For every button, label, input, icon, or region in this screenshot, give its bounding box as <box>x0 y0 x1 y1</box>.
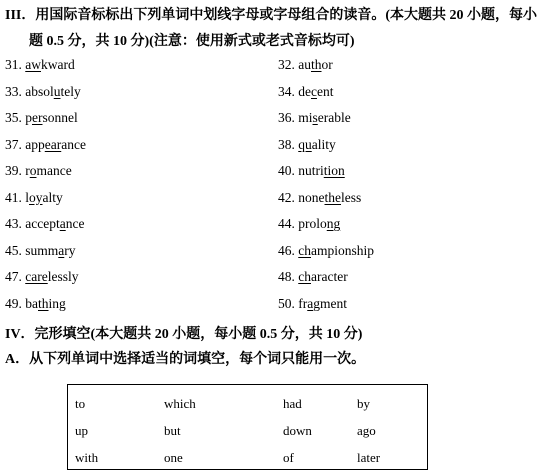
question-item <box>278 137 336 153</box>
word-part: ality <box>311 136 336 152</box>
question-number: 37. <box>5 136 22 152</box>
word-part: ance <box>61 136 86 152</box>
question-item <box>5 243 76 259</box>
question-number: 46. <box>278 242 295 258</box>
underlined-letters: oy <box>29 189 43 205</box>
underlined-letters: care <box>25 269 48 284</box>
question-number: 49. <box>5 295 22 311</box>
underlined-letters: a <box>59 216 66 231</box>
underlined-letters: qu <box>298 136 312 152</box>
question-item <box>278 163 345 179</box>
underlined-letters: er <box>32 110 43 125</box>
question-item <box>278 84 334 100</box>
question-number: 48. <box>278 269 295 284</box>
section-4-title: IV．完形填空(本大题共 20 小题，每小题 0.5 分，共 10 分) <box>5 327 363 342</box>
question-item <box>5 216 84 232</box>
question-number: 44. <box>278 216 295 231</box>
word-bank-word: up <box>75 423 88 438</box>
word-bank-word: one <box>164 450 183 465</box>
question-item <box>5 190 63 206</box>
question-item <box>5 110 78 126</box>
question-number: 34. <box>278 83 295 99</box>
underlined-letters: c <box>311 83 317 99</box>
word-part: none <box>298 189 325 205</box>
word-bank-word: ago <box>357 423 376 438</box>
question-item <box>5 163 72 179</box>
question-number: 32. <box>278 57 295 72</box>
word-part: mi <box>298 110 313 125</box>
question-number: 36. <box>278 110 295 125</box>
word-part: au <box>298 57 311 72</box>
word-part: erable <box>317 110 351 125</box>
question-number: 45. <box>5 242 22 258</box>
word-part: l <box>25 189 30 205</box>
word-part: sonnel <box>42 110 78 125</box>
question-item <box>278 243 374 259</box>
word-part: ing <box>48 295 66 311</box>
word-part: less <box>341 189 362 205</box>
underlined-letters: aw <box>25 57 41 72</box>
word-part: de <box>298 83 311 99</box>
question-item <box>278 296 347 312</box>
word-bank-word: but <box>164 423 181 438</box>
word-part: or <box>321 57 333 72</box>
question-item <box>278 190 361 206</box>
word-bank-word: which <box>164 396 196 411</box>
question-item <box>5 296 66 312</box>
word-part: gment <box>313 295 347 311</box>
word-bank-word: had <box>283 396 302 411</box>
underlined-letters: ch <box>298 269 311 284</box>
section-3-title-line1: III．用国际音标标出下列单词中划线字母或字母组合的读音。(本大题共 20 小题，每小 <box>5 8 538 23</box>
underlined-letters: th <box>311 57 322 72</box>
underlined-letters: o <box>29 163 37 178</box>
section-3-title-line2: 题 0.5 分，共 10 分)(注意：使用新式或老式音标均可) <box>29 34 355 49</box>
question-item <box>5 57 75 73</box>
word-bank-word: of <box>283 450 294 465</box>
word-part: aracter <box>311 269 348 284</box>
word-bank-word: down <box>283 423 312 438</box>
underlined-letters: u <box>53 83 61 99</box>
word-part: prolo <box>298 216 327 231</box>
underlined-letters: ear <box>44 136 62 152</box>
word-part: ampionship <box>311 242 374 258</box>
word-bank-word: by <box>357 396 370 411</box>
question-number: 31. <box>5 57 22 72</box>
word-part: mance <box>36 163 72 178</box>
question-item <box>5 269 79 285</box>
question-number: 41. <box>5 189 22 205</box>
word-part: absol <box>25 83 54 99</box>
word-bank-word: to <box>75 396 86 411</box>
word-part: ba <box>25 295 38 311</box>
word-part: lessly <box>47 269 79 284</box>
word-part: fr <box>298 295 308 311</box>
word-part: alty <box>42 189 63 205</box>
word-part: nutri <box>298 163 324 178</box>
underlined-letters: ch <box>298 242 311 258</box>
question-number: 43. <box>5 216 22 231</box>
section-4-subtitle: A．从下列单词中选择适当的词填空，每个词只能用一次。 <box>5 352 366 367</box>
word-part: ent <box>317 83 334 99</box>
question-number: 47. <box>5 269 22 284</box>
word-part: summ <box>25 242 59 258</box>
word-part: nce <box>65 216 85 231</box>
underlined-letters: th <box>38 295 49 311</box>
question-item <box>278 216 340 232</box>
question-item <box>278 269 348 285</box>
question-number: 35. <box>5 110 22 125</box>
word-part: p <box>25 110 32 125</box>
question-number: 33. <box>5 83 22 99</box>
question-item <box>5 84 81 100</box>
word-part: tely <box>60 83 81 99</box>
underlined-letters: s <box>312 110 318 125</box>
word-part: accept <box>25 216 60 231</box>
question-number: 39. <box>5 163 22 178</box>
underlined-letters: the <box>324 189 341 205</box>
question-number: 50. <box>278 295 295 311</box>
word-bank-word: later <box>357 450 381 465</box>
underlined-letters: a <box>307 295 314 311</box>
word-part: r <box>25 163 30 178</box>
question-number: 40. <box>278 163 295 178</box>
underlined-letters: ng <box>326 216 341 231</box>
word-part: kward <box>41 57 75 72</box>
word-part: app <box>25 136 45 152</box>
question-item <box>278 110 351 126</box>
question-number: 38. <box>278 136 295 152</box>
word-part: ry <box>64 242 76 258</box>
question-number: 42. <box>278 189 295 205</box>
word-bank-word: with <box>75 450 99 465</box>
question-item <box>5 137 86 153</box>
underlined-letters: a <box>58 242 65 258</box>
question-item <box>278 57 333 73</box>
underlined-letters: tion <box>323 163 345 178</box>
